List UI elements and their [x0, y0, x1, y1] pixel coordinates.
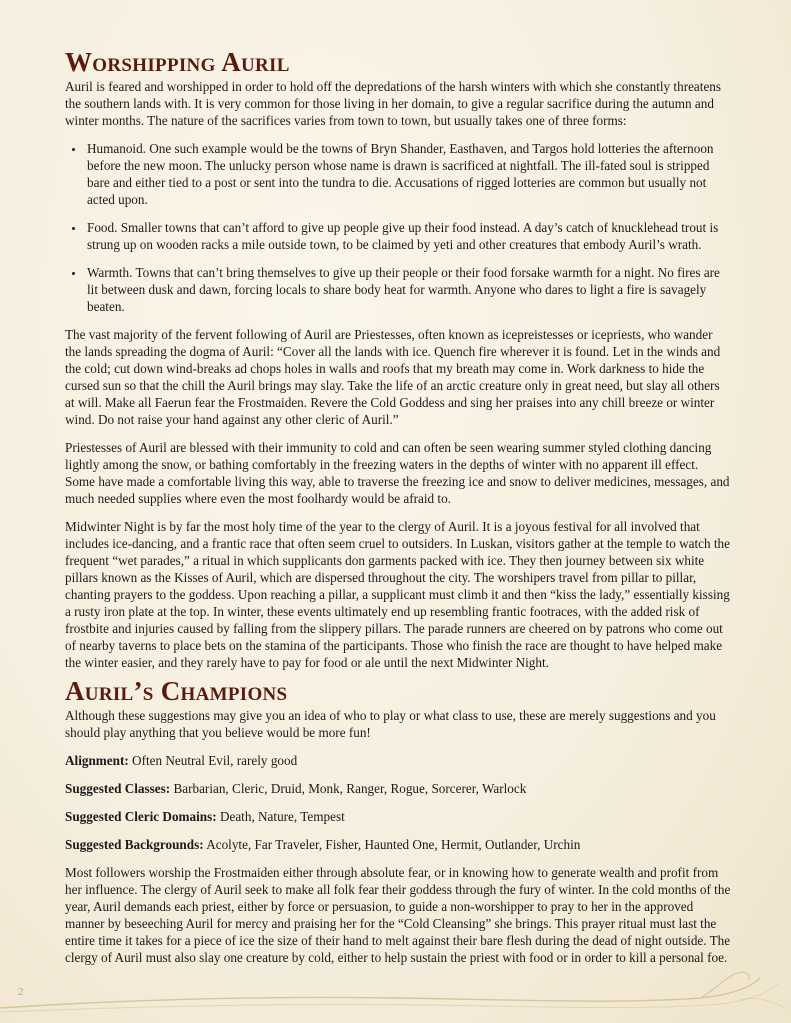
blessed-paragraph: Priestesses of Auril are blessed with their immunity to cold and can often be seen wearing summer styled clothing dancing lightly among the snow, or bathing comfortably in the freezing waters in the depths of winter with no apparent ill effect. Some have made a comfortable living this way, able to traverse the freezing ice and snow to deliver medicines, messages, and much needed supplies where even the most foolhardy would be afraid to.	[65, 440, 730, 506]
alignment-label: Alignment:	[65, 753, 129, 768]
footer-ornament-icon	[0, 960, 791, 1023]
heading-worshipping-auril: Worshipping Auril	[65, 47, 290, 77]
backgrounds-label: Suggested Backgrounds:	[65, 837, 204, 852]
domains-label: Suggested Cleric Domains:	[65, 809, 217, 824]
page-content	[65, 48, 731, 977]
sacrifice-list	[65, 140, 731, 315]
alignment-line	[65, 752, 731, 769]
page-number: 2	[18, 986, 24, 998]
priestesses-paragraph: The vast majority of the fervent following of Auril are Priestesses, often known as icepreistesses or icepriests, who wander the lands spreading the dogma of Auril: “Cover all the lands with ice. Quench fire wherever it is found. Let in the winds and the cold; cut down wind-breaks ad chops holes in walls and roofs that my breath may come in. Work darkness to hide the cursed sun so that the chill the Auril brings may slay. Take the life of an arctic creature only in great need, but slay all others at will. Make all Faerun fear the Frostmaiden. Revere the Cold Goddess and sing her praises into any chill breeze or winter wind. Do not raise your hand against any other cleric of Auril.”	[65, 327, 721, 427]
classes-line	[65, 780, 731, 797]
list-item: • Humanoid. One such example would be the towns of Bryn Shander, Easthaven, and Targos hold lotteries the afternoon before the new moon. The unlucky person whose name is drawn is sacrificed at nightfall. The ill-fated soul is stripped bare and either tied to a post or sent into the tundra to die. Accusations of rigged lotteries are common but usually not acted upon.	[85, 140, 731, 208]
midwinter-paragraph: Midwinter Night is by far the most holy time of the year to the clergy of Auril. It is a joyous festival for all involved that includes ice-dancing, and a frantic race that often seem cruel to outsiders. In Luskan, visitors gather at the temple to watch the frequent “wet parades,” a ritual in which supplicants don garments packed with ice. They then journey between six white pillars known as the Kisses of Auril, which are dispersed throughout the city. The worshipers travel from pillar to pillar, chanting prayers to the goddess. Upon reaching a pillar, a supplicant must climb it and then “kiss the lady,” essentially kissing a rusty iron plate at the top. In winter, these events ultimately end up resembling frantic footraces, with the added risk of frostbite and injuries caused by falling from the slippery pillars. The parade runners are cheered on by patrons who come out of nearby taverns to place bets on the stamina of the participants. Those who finish the race are thought to have helped make the winter easier, and they rarely have to pay for food or ale until the next Midwinter Night.	[65, 519, 730, 670]
backgrounds-line	[65, 836, 731, 853]
classes-value: Barbarian, Cleric, Druid, Monk, Ranger, Rogue, Sorcerer, Warlock	[170, 781, 527, 796]
list-item: • Warmth. Towns that can’t bring themselves to give up their people or their food forsake warmth for a night. No fires are lit between dusk and dawn, forcing locals to share body heat for warmth. Anyone who dares to light a fire is savagely beaten.	[85, 264, 731, 315]
backgrounds-value: Acolyte, Far Traveler, Fisher, Haunted One, Hermit, Outlander, Urchin	[203, 837, 581, 852]
followers-paragraph: Most followers worship the Frostmaiden either through absolute fear, or in knowing how to generate wealth and profit from her influence. The clergy of Auril seek to make all folk fear their goddess through the fury of winter. In the cold months of the year, Auril demands each priest, either by force or persuasion, to guide a non-worshipper to pray to her in the approved manner by beseeching Auril for mercy and praising her for the “Cold Cleansing” she brings. This prayer ritual must last the entire time it takes for a piece of ice the size of their hand to melt against their bare flesh during the dead of night outside. The clergy of Auril must also slay one creature by cold, either to help sustain the priest with food or in order to kill a personal foe.	[65, 865, 731, 965]
domains-value: Death, Nature, Tempest	[216, 809, 345, 824]
domains-line	[65, 808, 731, 825]
alignment-value: Often Neutral Evil, rarely good	[128, 753, 298, 768]
heading-aurils-champions: Auril’s Champions	[65, 676, 288, 706]
champions-intro: Although these suggestions may give you an idea of who to play or what class to use, these are merely suggestions and you should play anything that you believe would be more fun!	[65, 708, 716, 740]
list-item: • Food. Smaller towns that can’t afford to give up people give up their food instead. A day’s catch of knucklehead trout is strung up on wooden racks a mile outside town, to be claimed by yeti and other creatures that embody Auril’s wrath.	[85, 219, 731, 253]
classes-label: Suggested Classes:	[65, 781, 171, 796]
worship-intro: Auril is feared and worshipped in order to hold off the depredations of the harsh winters with which she constantly threatens the southern lands with. It is very common for those living in her domain, to give a regular sacrifice during the autumn and winter months. The nature of the sacrifices varies from town to town, but usually takes one of three forms:	[65, 79, 722, 128]
